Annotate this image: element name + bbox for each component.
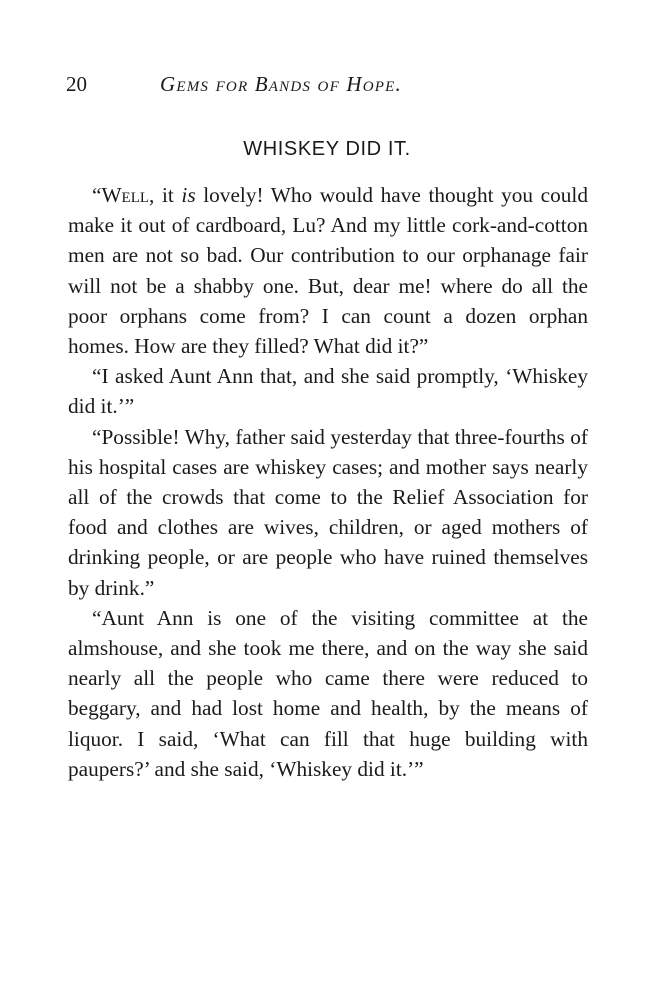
chapter-title: WHISKEY DID IT.: [243, 138, 411, 160]
running-head: [66, 72, 590, 100]
paragraph-1-part-a: , it: [149, 183, 182, 207]
paragraph-1-part-b: lovely! Who would have thought you could make it out of cardboard, Lu? And my little cork-and-cotton men are not so bad. Our contribution to our orphanage fair will not be a shabby one. But, dear me! where do all the poor orphans come from? I can count a dozen orphan homes. How are they filled? What did it?”: [68, 183, 588, 359]
page-number: 20: [66, 72, 87, 96]
book-title: Gems for Bands of Hope.: [160, 72, 402, 96]
open-quote: “: [92, 183, 102, 207]
body-text: [68, 180, 588, 784]
paragraph-2: “I asked Aunt Ann that, and she said promptly, ‘Whiskey did it.’”: [68, 364, 588, 419]
lead-word: Well: [101, 183, 150, 207]
paragraph-1: [68, 180, 588, 361]
emphasis-word: is: [181, 183, 196, 207]
paragraph-4: “Aunt Ann is one of the visiting committee at the almshouse, and she took me there, and on the way she said nearly all the people who came there were reduced to beggary, and had lost home and health, by the means of liquor. I said, ‘What can fill that huge building with paupers?’ and she said, ‘Whiskey did it.’”: [68, 605, 588, 781]
paragraph-3: “Possible! Why, father said yesterday that three-fourths of his hospital cases are whiskey cases; and mother says nearly all of the crowds that come to the Relief Association for food and clothes are wives, children, or aged mothers of drinking people, or are people who have ruined themselves by drink.”: [68, 424, 588, 600]
